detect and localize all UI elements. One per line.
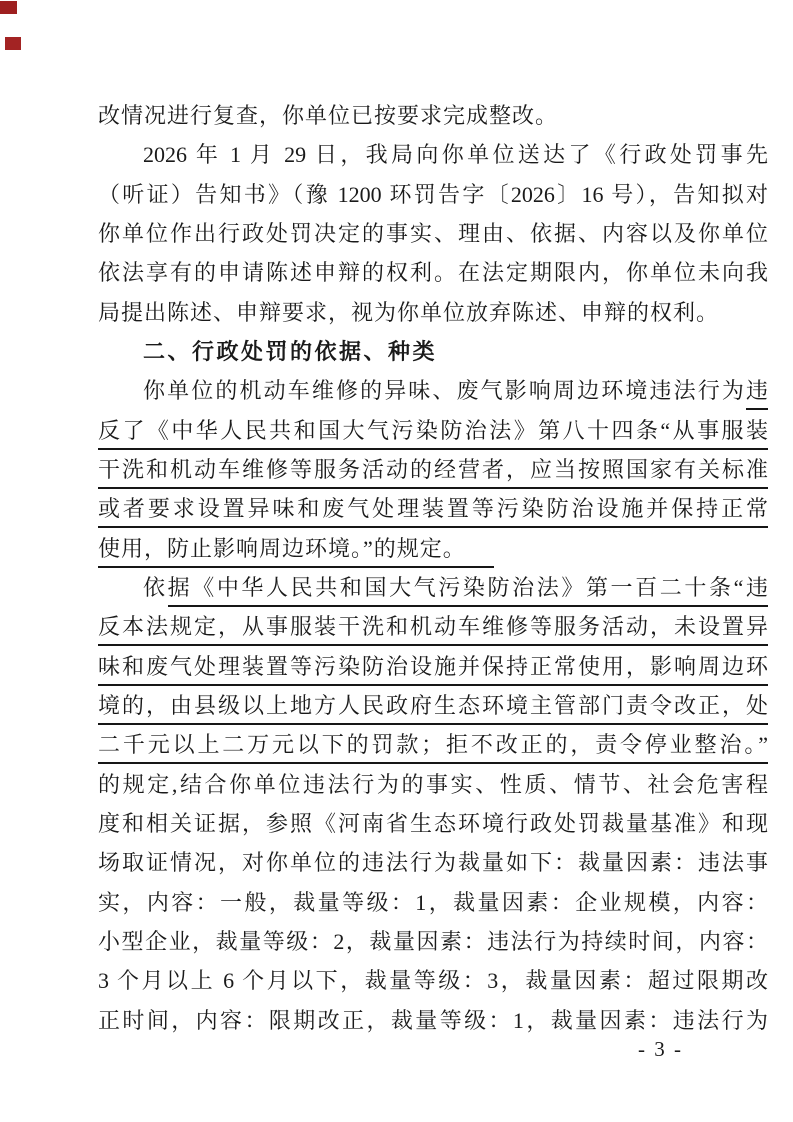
- document-body: [98, 96, 768, 1040]
- document-line: [98, 450, 768, 489]
- document-line: [98, 607, 768, 646]
- document-line: [98, 765, 768, 804]
- text-segment: 正时间，内容：限期改正，裁量等级：1，裁量因素：违法行为: [98, 1007, 768, 1033]
- document-line: [98, 804, 768, 843]
- red-stamp-mark: [0, 1, 17, 14]
- document-line: [98, 489, 768, 528]
- red-stamp-mark: [5, 37, 21, 50]
- underlined-text-segment: 使用，防止影响周边环境。”的规定。: [98, 536, 494, 568]
- document-line: [98, 253, 768, 292]
- text-segment: 度和相关证据，参照《河南省生态环境行政处罚裁量基准》和现: [98, 810, 768, 836]
- text-segment: 你单位的机动车维修的异味、废气影响周边环境违法行为: [143, 378, 746, 404]
- document-line: [98, 135, 768, 174]
- underlined-text-segment: 据《中华人民共和国大气污染防治法》第一百二十条“违: [168, 575, 768, 607]
- text-segment: 场取证情况，对你单位的违法行为裁量如下：裁量因素：违法事: [98, 850, 768, 876]
- text-segment: 3 个月以上 6 个月以下，裁量等级：3，裁量因素：超过限期改: [98, 968, 768, 994]
- underlined-text-segment: 干洗和机动车维修等服务活动的经营者，应当按照国家有关标准: [98, 457, 768, 489]
- text-segment: （听证）告知书》（豫 1200 环罚告字〔2026〕16 号），告知拟对: [98, 181, 768, 207]
- document-line: [98, 214, 768, 253]
- underlined-text-segment: 二千元以上二万元以下的罚款；拒不改正的，责令停业整治。”: [98, 732, 768, 764]
- text-segment: 二、行政处罚的依据、种类: [143, 338, 438, 364]
- document-line: [98, 686, 768, 725]
- section-heading: [98, 332, 768, 371]
- document-line: [98, 96, 768, 135]
- text-segment: 2026 年 1 月 29 日，我局向你单位送达了《行政处罚事先: [143, 142, 768, 168]
- text-segment: 小型企业，裁量等级：2，裁量因素：违法行为持续时间，内容：: [98, 928, 768, 954]
- document-line: [98, 175, 768, 214]
- text-segment: 依法享有的申请陈述申辩的权利。在法定期限内，你单位未向我: [98, 260, 768, 286]
- underlined-text-segment: 违: [746, 378, 768, 410]
- text-segment: 实，内容：一般，裁量等级：1，裁量因素：企业规模，内容：: [98, 889, 768, 915]
- document-line: [98, 883, 768, 922]
- underlined-text-segment: 反了《中华人民共和国大气污染防治法》第八十四条“从事服装: [98, 418, 768, 450]
- document-line: [98, 568, 768, 607]
- text-segment: 的规定,结合你单位违法行为的事实、性质、情节、社会危害程: [98, 771, 768, 797]
- document-line: [98, 725, 768, 764]
- text-segment: 你单位作出行政处罚决定的事实、理由、依据、内容以及你单位: [98, 220, 768, 246]
- document-line: [98, 647, 768, 686]
- document-line: [98, 961, 768, 1000]
- underlined-text-segment: 反本法规定，从事服装干洗和机动车维修等服务活动，未设置异: [98, 614, 768, 646]
- document-line: [98, 411, 768, 450]
- document-line: [98, 529, 768, 568]
- text-segment: 局提出陈述、申辩要求，视为你单位放弃陈述、申辩的权利。: [98, 299, 720, 325]
- page-number: - 3 -: [638, 1037, 683, 1061]
- document-line: [98, 371, 768, 410]
- underlined-text-segment: 味和废气处理装置等污染防治设施并保持正常使用，影响周边环: [98, 654, 768, 686]
- text-segment: 依: [143, 574, 168, 600]
- document-line: [98, 922, 768, 961]
- underlined-text-segment: 境的，由县级以上地方人民政府生态环境主管部门责令改正，处: [98, 693, 768, 725]
- document-line: [98, 293, 768, 332]
- underlined-text-segment: 或者要求设置异味和废气处理装置等污染防治设施并保持正常: [98, 496, 768, 528]
- text-segment: 改情况进行复查，你单位已按要求完成整改。: [98, 103, 559, 128]
- document-line: [98, 843, 768, 882]
